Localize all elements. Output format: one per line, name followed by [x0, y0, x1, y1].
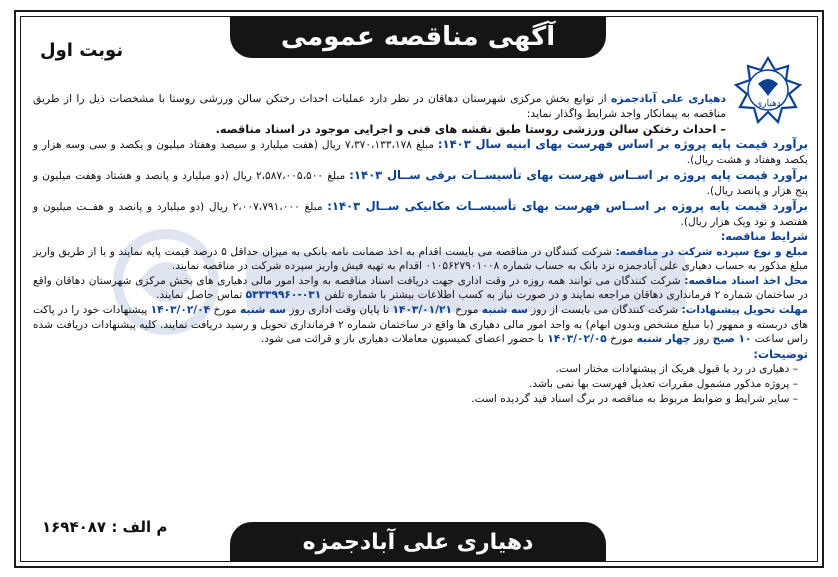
deadline-text: تا پایان وقت اداری روز [285, 304, 393, 317]
docs-text-end: تماس حاصل نمایند. [156, 289, 246, 302]
notice-frame [14, 10, 824, 568]
ad-code: م الف : ۱۶۹۴۰۸۷ [42, 518, 168, 536]
estimate-label: برآورد قیمت پایه پروژه بر اســاس فهرست بهای تأسیســات مکانیکی ســال ۱۴۰۳: [327, 198, 808, 213]
footer-org-text: دهیاری علی آبادجمزه [302, 529, 534, 555]
estimate-mechanical [33, 199, 808, 230]
docs-text: شرکت کنندگان می توانند همه روزه در وقت اداری جهت دریافت اسناد مناقصه به واحد امور مالی دهیاری های بخش مرکزی شهرستان دهاقان واقع در ساختمان شماره ۲ فرمانداری دهاقان مراجعه نمایند و در صورت نیاز به کسب اطلاعات بیشتر با شماره تلفن [33, 274, 808, 302]
deposit-paragraph [33, 245, 808, 274]
start-day: سه شنبه [481, 304, 528, 317]
deadline-text: مورخ [210, 304, 240, 317]
deadline-text: مورخ [606, 333, 637, 346]
docs-paragraph [33, 274, 808, 303]
notes-list [33, 362, 808, 406]
org-name: دهیاری علی آبادجمزه [610, 92, 726, 105]
footer-org [230, 522, 606, 562]
deadline-text: مورخ [451, 304, 482, 317]
intro-text: از توابع بخش مرکزی شهرستان دهاقان در نظر دارد عملیات احداث رختکن سالن ورزشی روستا با مشخصات ذیل را از طریق مناقصه به پیمانکار واجد شرایط واگذار نماید: [33, 92, 726, 120]
note-item: – دهیاری در رد یا قبول هریک از پیشنهادات مختار است. [33, 362, 798, 377]
estimate-text: مبلغ ۲،۵۸۷،۰۰۵،۵۰۰ ریال (دو میلیارد و پانصد و هشتاد وهفت میلیون و پنج هزار و پانصد ریال). [33, 169, 808, 197]
deadline-text: شرکت کنندگان می بایست از روز [527, 304, 682, 317]
estimate-buildings [33, 137, 808, 168]
notes-heading: توضیحات: [753, 347, 808, 361]
contact-phone: ۰۳۱-۵۳۳۳۹۹۶۰ [245, 289, 322, 302]
estimate-electrical [33, 168, 808, 199]
opening-date: ۱۴۰۳/۰۲/۰۵ [547, 333, 607, 346]
end-date: ۱۴۰۳/۰۲/۰۴ [150, 304, 211, 317]
deadline-text: پیشنهادات خود را در پاکت های دربسته و ممهور (با مبلغ مشخص وبدون ابهام) به واحد امور مالی دهیاری ها واقع در ساختمان شماره ۲ فرمانداری تحویل و رسید دریافت نمایند. کلیه پیشنهادات دریافت شده راس ساعت [33, 304, 808, 346]
docs-label: محل اخذ اسناد مناقصه: [684, 274, 808, 287]
project-item: – احداث رختکن سالن ورزشی روستا طبق نقشه های فنی و اجرایی موجود در اسناد مناقصه. [215, 122, 726, 136]
note-item: – سایر شرایط و ضوابط مربوط به مناقصه در برگ اسناد قید گردیده است. [33, 392, 798, 407]
notice-body [33, 92, 808, 406]
note-item: – پروژه مذکور مشمول مقررات تعدیل فهرست بها نمی باشد. [33, 377, 798, 392]
seal-text: دهیاری [755, 99, 781, 109]
opening-time: ۱۰ صبح [712, 333, 752, 346]
notice-title [230, 16, 606, 58]
notice-title-text: آگهی مناقصه عمومی [280, 22, 556, 52]
conditions-heading: شرایط مناقصه: [720, 230, 808, 244]
deadline-paragraph [33, 303, 808, 347]
deposit-label: مبلغ و نوع سپرده شرکت در مناقصه: [615, 245, 808, 258]
deadline-label: مهلت تحویل پیشنهادات: [681, 304, 808, 317]
intro-paragraph [33, 92, 808, 122]
end-day: سه شنبه [239, 304, 286, 317]
estimate-text: مبلغ ۷،۳۷۰،۱۳۳،۱۷۸ ریال (هفت میلیارد و سیصد وهفتاد میلیون و یکصد و سی وسه هزار و یکصد وهفتاد و هشت ریال). [33, 139, 808, 167]
opening-day: چهار شنبه [636, 333, 691, 346]
deadline-text: با حضور اعضای کمیسیون معاملات دهیاری باز و قرائت می شود. [260, 333, 548, 346]
start-date: ۱۴۰۳/۰۱/۲۱ [392, 304, 452, 317]
deadline-text: روز [690, 333, 713, 346]
estimate-text: مبلغ ۲،۰۰۷،۷۹۱،۰۰۰ ریال (دو میلیارد و پانصد و هفــت میلیون و هفتصد و نود ویک هزار ریال). [33, 200, 808, 228]
estimate-label: برآورد قیمت پایه پروژه بر اساس فهرست بهای ابنیه سال ۱۴۰۳: [437, 137, 808, 152]
round-label: نوبت اول [40, 40, 124, 61]
deposit-text: شرکت کنندگان در مناقصه می بایست اقدام به اخذ ضمانت نامه بانکی به میزان حداقل ۵ درصد قیمت پایه نمایند و یا از طریق واریز مبلغ مذکور به حساب دهیاری علی آبادجمزه نزد بانک به حساب شماره ۰۱۰۵۶۲۷۹۰۱۰۰۸ اقدام به تهیه فیش واریز سپرده شرکت در مناقصه نمایند. [33, 245, 808, 273]
estimate-label: برآورد قیمت پایه پروژه بر اســاس فهرست بهای تأسیســات برقی ســال ۱۴۰۳: [349, 167, 808, 182]
